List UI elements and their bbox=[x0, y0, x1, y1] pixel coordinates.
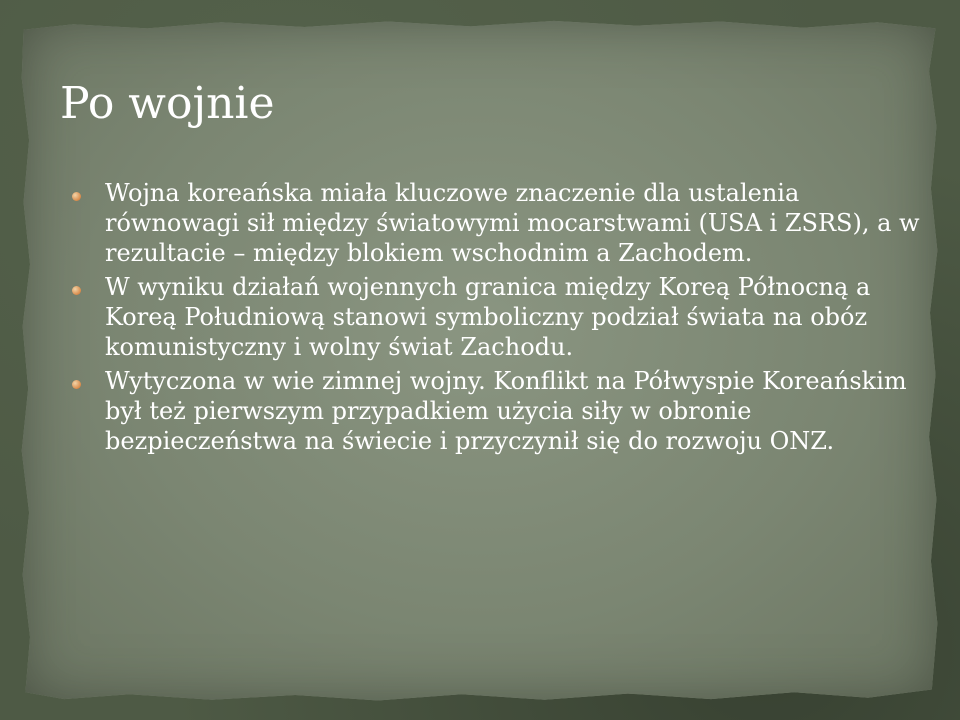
slide-title: Po wojnie bbox=[60, 78, 275, 129]
bullet-text: Wojna koreańska miała kluczowe znaczenie dla ustalenia równowagi sił między światowymi mocarstwami (USA i ZSRS), a w rezultacie – między blokiem wschodnim a Zachodem. bbox=[105, 179, 920, 267]
bullet-dot-icon bbox=[72, 286, 81, 295]
bullet-text: Wytyczona w wie zimnej wojny. Konflikt na Półwyspie Koreańskim był też pierwszym przypadkiem użycia siły w obronie bezpieczeństwa na świecie i przyczynił się do rozwoju ONZ. bbox=[105, 367, 907, 455]
bullet-item bbox=[72, 366, 922, 456]
bullet-list bbox=[72, 178, 922, 460]
bullet-dot-icon bbox=[72, 380, 81, 389]
bullet-item bbox=[72, 178, 922, 268]
bullet-text: W wyniku działań wojennych granica między Koreą Północną a Koreą Południową stanowi symboliczny podział świata na obóz komunistyczny i wolny świat Zachodu. bbox=[105, 273, 871, 361]
bullet-dot-icon bbox=[72, 192, 81, 201]
bullet-item bbox=[72, 272, 922, 362]
